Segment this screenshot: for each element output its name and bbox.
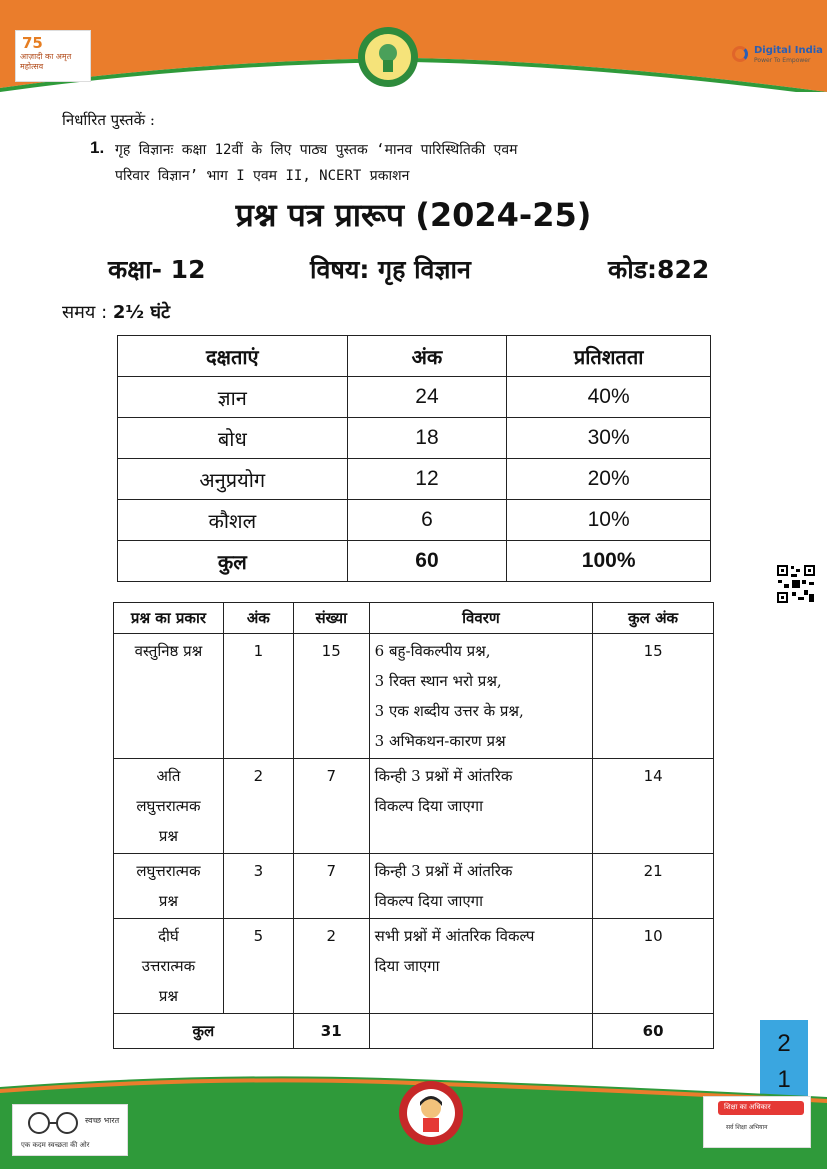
competency-marks: 12 <box>347 459 507 500</box>
rte-text: शिक्षा का अधिकार <box>724 1103 771 1111</box>
question-type-line: उत्तरात्मक <box>141 957 196 975</box>
total-percent: 100% <box>507 541 711 582</box>
table-total-row <box>114 1014 714 1049</box>
question-description <box>369 759 593 854</box>
header-cell: अंक <box>223 603 293 634</box>
girl-education-logo <box>398 1080 464 1146</box>
digital-india-logo <box>730 40 823 70</box>
description-line: विकल्प दिया जाएगा <box>374 892 483 910</box>
competency-name: ज्ञान <box>118 377 348 418</box>
books-label: निर्धारित पुस्तकें : <box>62 111 155 129</box>
question-type-line: प्रश्न <box>158 987 179 1005</box>
table-row <box>114 634 714 759</box>
total-empty <box>369 1014 593 1049</box>
class-label: कक्षा- 12 <box>108 255 206 284</box>
table-header-row <box>118 336 711 377</box>
question-type <box>114 634 224 759</box>
swachh-bharat-logo <box>12 1104 128 1156</box>
description-line: 3 रिक्त स्थान भरो प्रश्न, <box>374 672 502 690</box>
total-count: 31 <box>293 1014 369 1049</box>
description-line: दिया जाएगा <box>374 957 440 975</box>
table-header-row <box>114 603 714 634</box>
question-total: 10 <box>593 919 714 1014</box>
total-marks: 60 <box>593 1014 714 1049</box>
question-type-line: लघुत्तरात्मक <box>136 797 201 815</box>
description-line: सभी प्रश्नों में आंतरिक विकल्प <box>374 927 535 945</box>
question-type-line: दीर्घ <box>158 927 179 945</box>
qr-code-icon <box>776 564 816 604</box>
total-label: कुल <box>118 541 348 582</box>
question-count: 15 <box>293 634 369 759</box>
question-count: 7 <box>293 759 369 854</box>
question-marks: 3 <box>223 854 293 919</box>
table-row <box>118 377 711 418</box>
competency-percent: 20% <box>507 459 711 500</box>
question-type-line: लघुत्तरात्मक <box>136 862 201 880</box>
competency-name: बोध <box>118 418 348 459</box>
question-type-line: प्रश्न <box>158 892 179 910</box>
azadi-logo-text: आज़ादी का अमृत महोत्सव <box>20 52 72 71</box>
digital-india-icon <box>732 46 748 62</box>
table-row <box>118 459 711 500</box>
spectacles-icon <box>23 1109 83 1135</box>
question-description <box>369 634 593 759</box>
question-total: 14 <box>593 759 714 854</box>
description-line: विकल्प दिया जाएगा <box>374 797 483 815</box>
header-cell: प्रश्न का प्रकार <box>114 603 224 634</box>
question-count: 2 <box>293 919 369 1014</box>
table-row <box>114 759 714 854</box>
time-value: 2½ घंटे <box>112 302 171 323</box>
question-marks: 2 <box>223 759 293 854</box>
digital-india-text: Digital India <box>754 45 823 56</box>
page-number-digit: 2 <box>777 1030 791 1057</box>
competency-marks: 6 <box>347 500 507 541</box>
competency-name: अनुप्रयोग <box>118 459 348 500</box>
seal-logo <box>357 26 419 88</box>
question-type-line: वस्तुनिष्ठ प्रश्न <box>134 642 203 660</box>
header-cell: दक्षताएं <box>118 336 348 377</box>
competency-percent: 10% <box>507 500 711 541</box>
question-marks: 1 <box>223 634 293 759</box>
description-line: 3 अभिकथन-कारण प्रश्न <box>374 732 506 750</box>
total-label: कुल <box>114 1014 294 1049</box>
competency-marks: 18 <box>347 418 507 459</box>
subject-label: विषय: गृह विज्ञान <box>310 255 471 284</box>
header-cell: अंक <box>347 336 507 377</box>
swachh-bharat-subtext: एक कदम स्वच्छता की ओर <box>21 1141 90 1149</box>
header-cell: विवरण <box>369 603 593 634</box>
question-type-line: अति <box>156 767 181 785</box>
question-type-table <box>113 602 714 1049</box>
question-description <box>369 854 593 919</box>
time-line <box>62 300 170 324</box>
rte-subtext: सर्व शिक्षा अभियान <box>726 1124 768 1131</box>
question-type <box>114 854 224 919</box>
question-type <box>114 919 224 1014</box>
total-marks: 60 <box>347 541 507 582</box>
description-line: 6 बहु-विकल्पीय प्रश्न, <box>374 642 491 660</box>
swachh-bharat-text: स्वच्छ भारत <box>85 1116 120 1125</box>
time-label: समय : <box>62 302 113 323</box>
competency-percent: 40% <box>507 377 711 418</box>
table-row <box>114 854 714 919</box>
header-cell: प्रतिशतता <box>507 336 711 377</box>
book-item-line2: परिवार विज्ञान’ भाग I एवम II, NCERT प्रकाशन <box>115 168 410 184</box>
table-row <box>118 418 711 459</box>
book-item-line1: गृह विज्ञानः कक्षा 12वीं के लिए पाठ्य पुस्तक ‘मानव पारिस्थितिकी एवम <box>115 142 518 158</box>
competency-name: कौशल <box>118 500 348 541</box>
question-total: 15 <box>593 634 714 759</box>
azadi-logo: 75 आज़ादी का अमृत महोत्सव <box>15 30 91 82</box>
question-type-line: प्रश्न <box>158 827 179 845</box>
competency-table <box>117 335 711 582</box>
book-item-number: 1. <box>90 138 105 157</box>
digital-india-subtext: Power To Empower <box>754 57 811 64</box>
code-label: कोड:822 <box>608 255 710 284</box>
question-count: 7 <box>293 854 369 919</box>
table-row <box>118 500 711 541</box>
question-description <box>369 919 593 1014</box>
rte-logo <box>703 1096 811 1148</box>
question-marks: 5 <box>223 919 293 1014</box>
header-cell: संख्या <box>293 603 369 634</box>
page-title: प्रश्न पत्र प्रारूप (2024-25) <box>235 196 592 234</box>
header-cell: कुल अंक <box>593 603 714 634</box>
description-line: किन्ही 3 प्रश्नों में आंतरिक <box>374 767 513 785</box>
competency-percent: 30% <box>507 418 711 459</box>
description-line: किन्ही 3 प्रश्नों में आंतरिक <box>374 862 513 880</box>
table-row <box>114 919 714 1014</box>
description-line: 3 एक शब्दीय उत्तर के प्रश्न, <box>374 702 524 720</box>
competency-marks: 24 <box>347 377 507 418</box>
question-type <box>114 759 224 854</box>
table-total-row <box>118 541 711 582</box>
question-total: 21 <box>593 854 714 919</box>
page-number-digit: 1 <box>777 1066 791 1093</box>
